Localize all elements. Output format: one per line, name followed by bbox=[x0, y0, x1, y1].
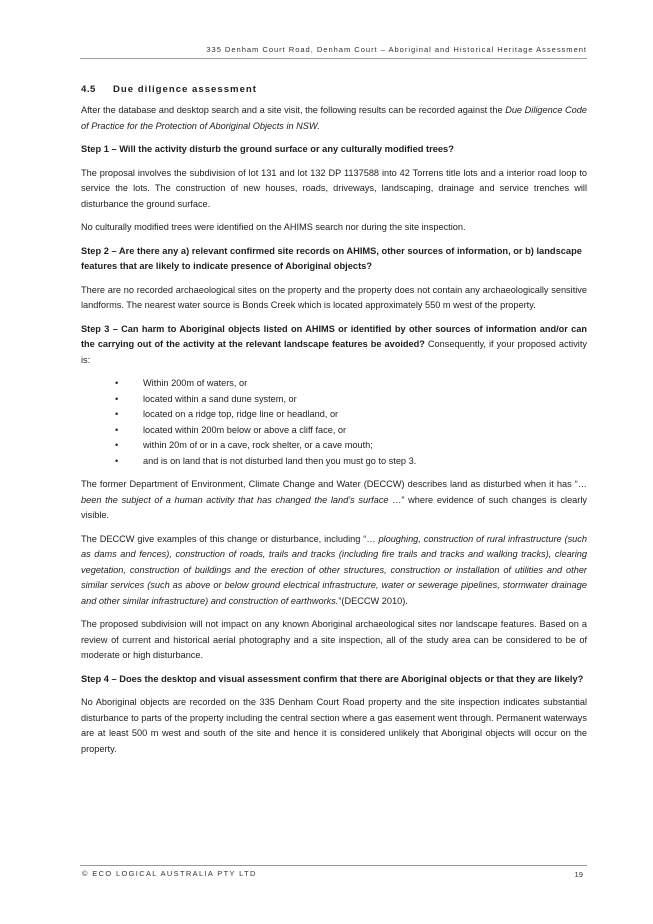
section-number: 4.5 bbox=[81, 84, 96, 95]
list-item bbox=[81, 376, 587, 392]
section-intro bbox=[81, 103, 587, 134]
quotation-italic: been the subject of a human activity that has changed the land’s surface bbox=[81, 494, 389, 505]
list-item-text: within 20m of or in a cave, rock shelter, or a cave mouth; bbox=[143, 440, 373, 450]
step1-paragraph-2: No culturally modified trees were identified on the AHIMS search nor during the site inspection. bbox=[81, 222, 466, 232]
step3-heading-paragraph bbox=[81, 322, 587, 369]
disturbance-criteria-list bbox=[81, 376, 587, 469]
section-title: Due diligence assessment bbox=[113, 84, 257, 95]
quotation-italic: ploughing, construction of rural infrastructure (such as dams and fences), construction of roads, trails and tracks (including fire trails and tracks and walking tracks), clearing vegetation, construction of buildings and the erection of other structures, construction or installation of utilities and other similar services (such as above or below ground electrical infrastructure, water or sewerage pipelines, stormwater drainage and other similar infrastructure) and construction of earthworks. bbox=[81, 533, 587, 606]
bullet-icon: • bbox=[115, 424, 119, 435]
section-heading bbox=[81, 83, 587, 97]
page-number: 19 bbox=[574, 870, 583, 879]
step3-paragraph-3: The proposed subdivision will not impact on any known Aboriginal archaeological sites nor landscape features. Based on a review of current and historical aerial photography and a site inspection, all of the study area can be considered to be of moderate or high disturbance. bbox=[81, 619, 587, 660]
code-of-practice-title: Due Diligence Code of Practice for the Protection of Aboriginal Objects in NSW. bbox=[81, 105, 587, 131]
list-item bbox=[81, 392, 587, 408]
list-item-text: Within 200m of waters, or bbox=[143, 378, 248, 388]
header-divider bbox=[80, 58, 587, 59]
text-run: The former Department of Environment, Climate Change and Water (DECCW) describes land as disturbed when it has “… bbox=[81, 479, 587, 489]
section-intro-text: After the database and desktop search and a site visit, the following results can be recorded against the bbox=[81, 105, 506, 115]
list-item-text: and is on land that is not disturbed land then you must go to step 3. bbox=[143, 455, 417, 466]
bullet-icon: • bbox=[115, 393, 119, 404]
step3-paragraph-1 bbox=[81, 477, 587, 524]
list-item bbox=[81, 438, 587, 454]
footer-divider bbox=[80, 865, 587, 866]
step4-paragraph-1: No Aboriginal objects are recorded on the 335 Denham Court Road property and the site inspection indicates substantial disturbance to parts of the property including the central section where a gas easement went through. Permanent waterways are at least 500 m west and south of the site and hence it is considered unlikely that Aboriginal objects will occur on the property. bbox=[81, 697, 587, 754]
list-item bbox=[81, 423, 587, 439]
bullet-icon: • bbox=[115, 455, 119, 466]
list-item-text: located on a ridge top, ridge line or headland, or bbox=[143, 409, 339, 419]
step1-paragraph-1: The proposal involves the subdivision of lot 131 and lot 132 DP 1137588 into 42 Torrens title lots and a interior road loop to service the lots. The construction of new houses, roads, driveways, landscaping, drainage and service trenches will disturbance the ground surface. bbox=[81, 167, 587, 209]
list-item bbox=[81, 454, 587, 470]
bullet-icon: • bbox=[115, 378, 119, 388]
running-header: 335 Denham Court Road, Denham Court – Aboriginal and Historical Heritage Assessment bbox=[206, 45, 587, 54]
text-run: …” where evidence of such changes is clearly visible. bbox=[81, 494, 587, 520]
step3-paragraph-2 bbox=[81, 532, 587, 610]
bullet-icon: • bbox=[115, 409, 119, 419]
step2-paragraph-1: There are no recorded archaeological sites on the property and the property does not contain any archaeologically sensitive landforms. The nearest water source is Bonds Creek which is located approximately 550 m west of the property. bbox=[81, 284, 587, 310]
step4-heading: Step 4 – Does the desktop and visual assessment confirm that there are Aboriginal objects or that they are likely? bbox=[81, 673, 584, 684]
list-item bbox=[81, 407, 587, 423]
step2-heading: Step 2 – Are there any a) relevant confirmed site records on AHIMS, other sources of information, or b) landscape features that are likely to indicate presence of Aboriginal objects? bbox=[81, 245, 582, 271]
list-item-text: located within a sand dune system, or bbox=[143, 393, 297, 404]
step1-heading: Step 1 – Will the activity disturb the ground surface or any culturally modified trees? bbox=[81, 144, 454, 154]
step3-heading-tail: Consequently, if your proposed activity is: bbox=[81, 339, 587, 365]
text-run: The DECCW give examples of this change or disturbance, including “… bbox=[81, 533, 379, 544]
text-run: ”(DECCW 2010). bbox=[338, 595, 408, 606]
page-content bbox=[81, 83, 587, 757]
bullet-icon: • bbox=[115, 440, 119, 450]
footer-company: © ECO LOGICAL AUSTRALIA PTY LTD bbox=[82, 869, 257, 878]
step3-heading: Step 3 – Can harm to Aboriginal objects listed on AHIMS or identified by other sources of information and/or can the carrying out of the activity at the relevant landscape features be avoided? bbox=[81, 323, 587, 349]
list-item-text: located within 200m below or above a cliff face, or bbox=[143, 424, 347, 435]
